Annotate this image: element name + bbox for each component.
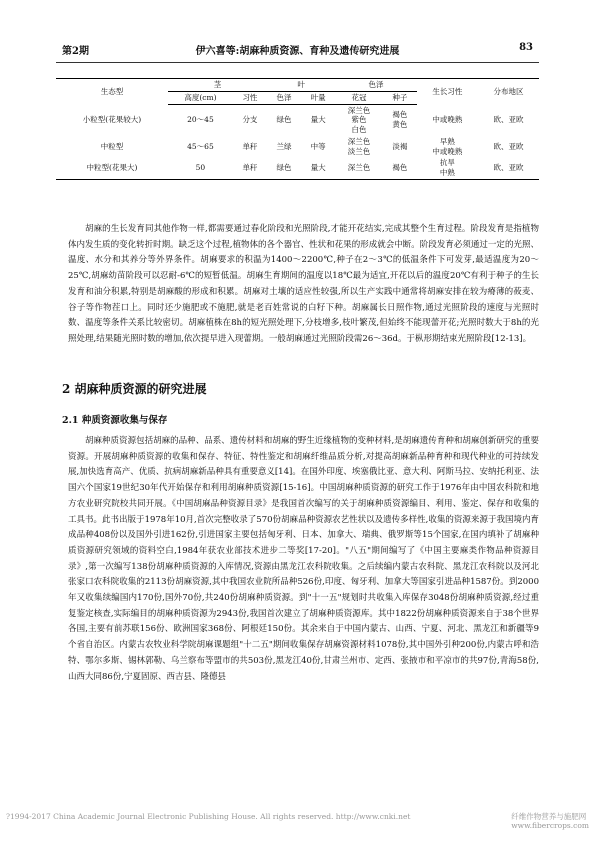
section-heading-2-1: 2.1 种质资源收集与保存 [62,415,168,426]
table-cell-habit: 单秆 [233,157,267,179]
col-leaf: 叶 [267,79,335,92]
table-row [56,104,539,136]
table-cell-growth: 早熟 中或晚熟 [432,136,463,156]
table-cell-height: 50 [168,157,233,179]
ecotype-table [56,78,539,180]
running-header [56,42,539,60]
table-cell-height: 45～65 [187,141,214,151]
page-number: 83 [519,42,533,53]
paragraph-growth: 胡麻的生长发育同其他作物一样,都需要通过春化阶段和光照阶段,才能开花结实,完成其整个生育过程。阶段发育是指植物体内发生质的变化转折时期。缺乏这个过程,植物体的各个器官、性状和花果的形成就会中断。阶段发育必须通过一定的光照、温度、水分和其养分等外界条件。胡麻要求的积温为1400～2200℃,种子在2～3℃的低温条件下可发芽,最适温度为20～25℃,胡麻幼苗阶段可以忍耐-6℃的短暂低温。胡麻生育期间的温度以18℃最为适宜,开花以后的温度20℃有利于种子的生长发育和油分积累,特别是胡麻酸的形成和积累。胡麻对土壤的适应性较强,所以生产实践中通常将胡麻安排在较为瘠薄的莜麦、谷子等作物茬口上。同时还少施肥或不施肥,就是老百姓常说的白籽下种。胡麻属长日照作物,通过光照阶段的速度与光照时数、温度等条件关系比较密切。胡麻植株在8h的短光照处理下,分枝增多,枝叶繁茂,但始终不能现蕾开花;光照时数大于8h的光照处理,结果随光照时数的增加,依次提早进入现蕾期。一般胡麻通过光照阶段需26～36d。于枞形期结束光照阶段[12-13]。 [68,224,539,344]
table-cell-region: 欧、亚欧 [493,115,524,124]
table-cell-amount: 量大 [301,157,335,179]
col-color: 色泽 [335,79,417,92]
table-cell-type: 中粒型(花果大) [56,157,168,179]
table-cell-flower: 深兰色 紫色 白色 [347,105,371,134]
table-cell-amount: 中等 [310,141,326,151]
table-cell-growth: 抗旱 中熟 [417,157,478,179]
col-leaf-amount: 叶量 [301,91,335,104]
table-cell-lcolor: 兰绿 [276,141,292,151]
table-cell-seed: 褐色 [383,157,417,179]
table-cell-seed: 褐色 黄色 [392,110,408,130]
col-region: 分布地区 [478,79,539,105]
table-cell-flower: 深兰色 淡兰色 [347,136,371,156]
header-rule [56,62,539,63]
table-row [56,157,539,179]
table-cell-habit: 分支 [242,115,258,125]
table-cell-type: 小粒型(花果较大) [82,115,142,124]
col-growth: 生长习性 [417,79,478,105]
issue-number: 第2期 [62,46,89,57]
table-cell-lcolor: 绿色 [267,157,301,179]
copyright-text: ?1994-2017 China Academic Journal Electronic Publishing House. All rights reserved. http://www.cnki.net [6,812,411,821]
col-stem: 茎 [168,79,267,92]
section-heading-2: 2 胡麻种质资源的研究进展 [62,382,207,396]
table-cell-type: 中粒型 [100,141,124,151]
col-leaf-color: 色泽 [267,91,301,104]
table-cell-lcolor: 绿色 [276,115,292,125]
table-cell-flower: 深兰色 [335,157,383,179]
col-flower: 花冠 [335,91,383,104]
table-cell-habit: 单秆 [242,141,258,151]
watermark-text: 纤维作物营养与施肥网 www.fibercrops.com [511,812,589,830]
article-title: 伊六喜等:胡麻种质资源、育种及遗传研究进展 [195,46,400,57]
table-cell-height: 20～45 [187,115,214,125]
table-cell-region: 欧、亚欧 [478,157,539,179]
table-row [56,136,539,158]
table-cell-region: 欧、亚欧 [493,141,524,151]
col-habit: 习性 [233,91,267,104]
col-height: 高度(cm) [168,91,233,104]
table-cell-seed: 淡褐 [392,141,408,151]
paragraph-resources: 胡麻种质资源包括胡麻的品种、品系、遗传材料和胡麻的野生近缘植物的变种材料,是胡麻遗传育种和胡麻创新研究的重要资源。开展胡麻种质资源的收集和保存、特征、特性鉴定和胡麻纤维品质分析,对提高胡麻新品种育种和现代种业的可持续发展,加快选育高产、优质、抗病胡麻新品种具有重要意义[14]。在国外印度、埃塞俄比亚、意大利、阿斯马拉、安纳托利亚、法国六个国家19世纪30年代开始保存和利用胡麻种质资源[15-16]。中国胡麻种质资源的研究工作于1976年由中国农科院和地方农业研究院校共同开展。《中国胡麻品种资源目录》是我国首次编写的关于胡麻种质资源编目、利用、鉴定、保存和收集的工具书。此书出版于1978年10月,首次完整收录了570份胡麻品种资源农艺性状以及遗传多样性,收集的资源来源于我国境内育成品种408份以及国外引进162份,引进国家主要包括匈牙利、日本、加拿大、瑞典、俄罗斯等15个国家,在国内填补了胡麻种质资源研究领域的资料空白,1984年获农业部技术进步二等奖[17-20]。"八五"期间编写了《中国主要麻类作物品种资源目录》,第一次编写138份胡麻种质资源的入库情况,资源由黑龙江农科院收集。之后续编内蒙古农科院、黑龙江农科院以及河北张家口农科院收集的2113份胡麻资源,其中我国农业院所品种526份,印度、匈牙利、加拿大等国家引进品种1587份。到2000年又收集续编国内170份,国外70份,共240份胡麻种质资源。到"十一五"规划时共收集入库保存3048份胡麻种质资源,经过重复鉴定核查,实际编目的胡麻种质资源为2943份,我国首次建立了胡麻种质资源库。其中1822份胡麻种质资源来自于38个世界各国,主要有前苏联156份、欧洲国家368份、阿根廷150份。其余来自于中国内蒙古、山西、宁夏、河北、黑龙江和新疆等9个省自治区。内蒙古农牧业科学院胡麻课题组"十二五"期间收集保存胡麻资源材料1078份,其中国外引种200份,内蒙古呼和浩特、鄂尔多斯、锡林郭勒、乌兰察布等盟市的共503份,黑龙江40份,甘肃兰州市、定西、张掖市和平凉市的共97份,青海58份,山西大同86份,宁夏固原、西吉县、隆德县 [68,436,539,682]
table-cell-growth: 中或晚熟 [432,115,463,124]
col-seed: 种子 [383,91,417,104]
table-cell-amount: 量大 [310,115,326,125]
col-ecotype: 生态型 [56,79,168,105]
